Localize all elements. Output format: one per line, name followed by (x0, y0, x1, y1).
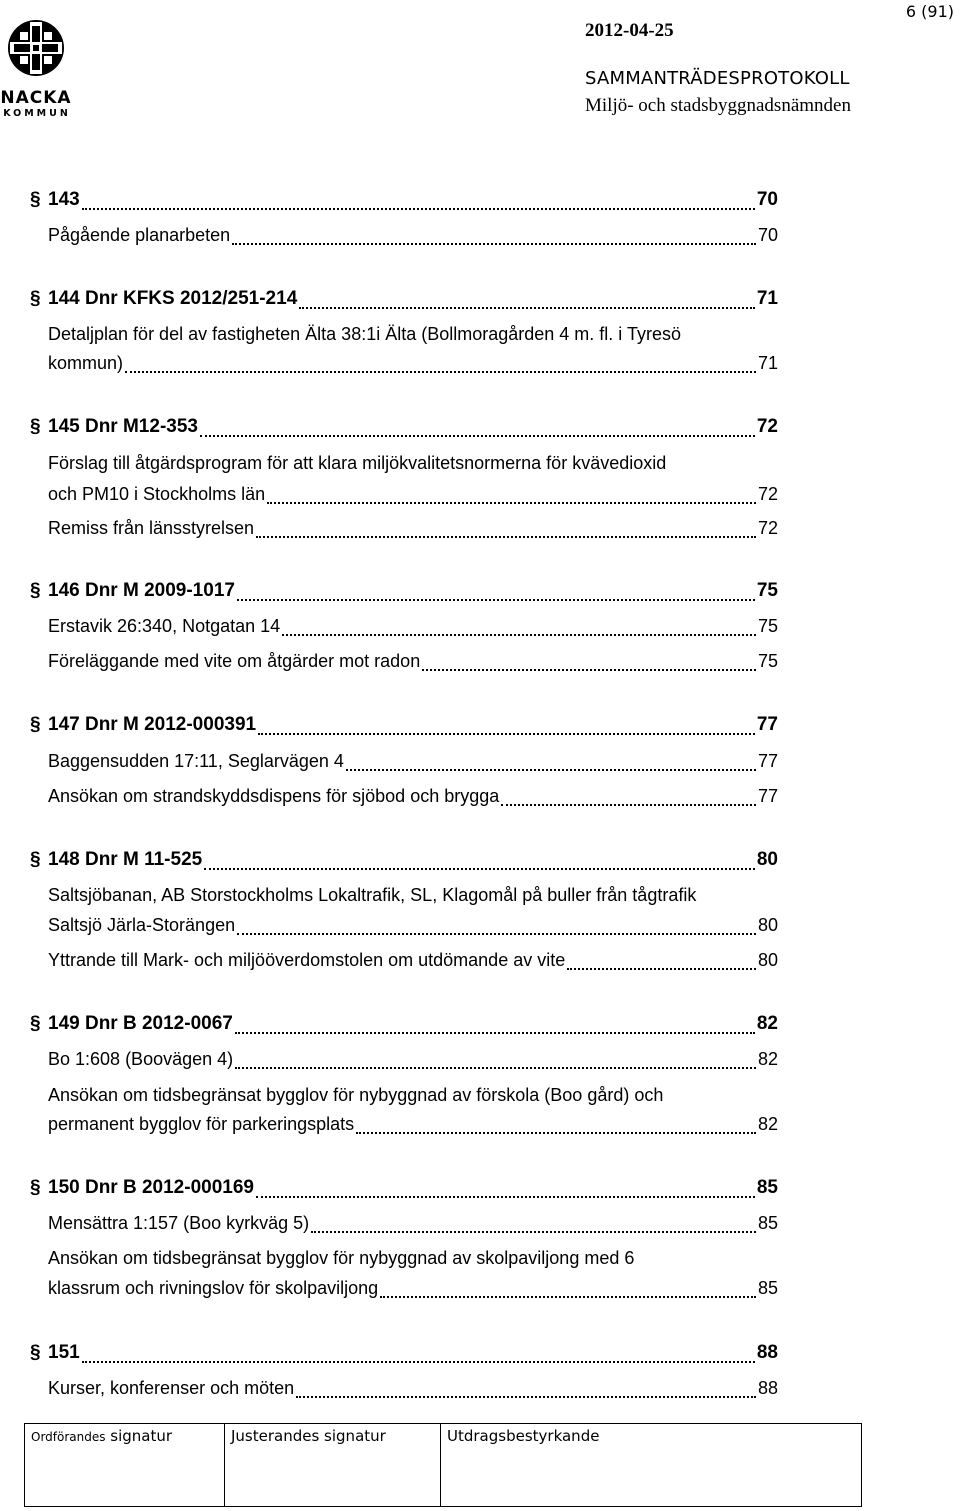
nacka-logo (0, 18, 72, 118)
toc-heading[interactable]: § 146 Dnr M 2009-1017 75 (30, 580, 778, 601)
page-number: 6 (91) (905, 2, 954, 21)
toc-heading[interactable]: § 144 Dnr KFKS 2012/251-214 71 (30, 288, 778, 309)
adjuster-signature-field[interactable]: Justerandes signatur (225, 1424, 441, 1506)
toc-heading[interactable]: § 148 Dnr M 11-525 80 (30, 849, 778, 870)
municipality-emblem-icon (0, 18, 72, 78)
meeting-date: 2012-04-25 (585, 20, 674, 41)
protocol-title: SAMMANTRÄDESPROTOKOLL (585, 68, 850, 89)
toc-heading[interactable]: § 145 Dnr M12-353 72 (30, 416, 778, 437)
toc-heading[interactable]: § 150 Dnr B 2012-000169 85 (30, 1177, 778, 1198)
toc-entry[interactable]: Bo 1:608 (Boovägen 4) 82 (48, 1049, 778, 1069)
toc-entry-line: Ansökan om tidsbegränsat bygglov för nybyggnad av förskola (Boo gård) och (48, 1085, 664, 1105)
toc-heading[interactable]: § 147 Dnr M 2012-000391 77 (30, 714, 778, 735)
toc-heading[interactable]: § 151 88 (30, 1342, 778, 1363)
toc-entry[interactable]: Kurser, konferenser och möten 88 (48, 1378, 778, 1398)
toc-heading[interactable]: § 149 Dnr B 2012-0067 82 (30, 1013, 778, 1034)
chair-signature-field[interactable]: Ordförandes signatur (25, 1424, 225, 1506)
toc-entry[interactable]: Ansökan om strandskyddsdispens för sjöbod och brygga 77 (48, 786, 778, 806)
toc-entry[interactable]: Pågående planarbeten 70 (48, 225, 778, 245)
toc-entry[interactable]: Yttrande till Mark- och miljööverdomstolen om utdömande av vite 80 (48, 950, 778, 970)
logo-subtext: KOMMUN (3, 108, 71, 119)
toc-entry-line: Saltsjöbanan, AB Storstockholms Lokaltrafik, SL, Klagomål på buller från tågtrafik (48, 885, 697, 905)
logo-wordmark: NACKA (0, 88, 72, 108)
toc-entry[interactable]: Saltsjö Järla-Storängen 80 (48, 915, 778, 935)
toc-entry-line: Förslag till åtgärdsprogram för att klara miljökvalitetsnormerna för kvävedioxid (48, 453, 667, 473)
board-name: Miljö- och stadsbyggnadsnämnden (585, 95, 851, 116)
toc-entry[interactable]: Föreläggande med vite om åtgärder mot radon 75 (48, 651, 778, 671)
toc-entry-line: Ansökan om tidsbegränsat bygglov för nybyggnad av skolpaviljong med 6 (48, 1248, 635, 1268)
toc-entry[interactable]: permanent bygglov för parkeringsplats 82 (48, 1114, 778, 1134)
signature-bar (24, 1423, 862, 1507)
toc-entry[interactable]: och PM10 i Stockholms län 72 (48, 484, 778, 504)
toc-entry[interactable]: Erstavik 26:340, Notgatan 14 75 (48, 616, 778, 636)
toc-entry[interactable]: kommun) 71 (48, 353, 778, 373)
certification-field[interactable]: Utdragsbestyrkande (447, 1427, 600, 1445)
toc-entry[interactable]: Baggensudden 17:11, Seglarvägen 4 77 (48, 751, 778, 771)
toc-entry[interactable]: Mensättra 1:157 (Boo kyrkväg 5) 85 (48, 1213, 778, 1233)
toc-entry[interactable]: klassrum och rivningslov för skolpaviljong 85 (48, 1278, 778, 1298)
toc-entry[interactable]: Remiss från länsstyrelsen 72 (48, 518, 778, 538)
section-symbol: § (30, 189, 41, 210)
toc-heading[interactable]: § 143 70 (30, 182, 778, 218)
toc-entry-line: Detaljplan för del av fastigheten Älta 38:1i Älta (Bollmoragården 4 m. fl. i Tyresö (48, 324, 681, 344)
